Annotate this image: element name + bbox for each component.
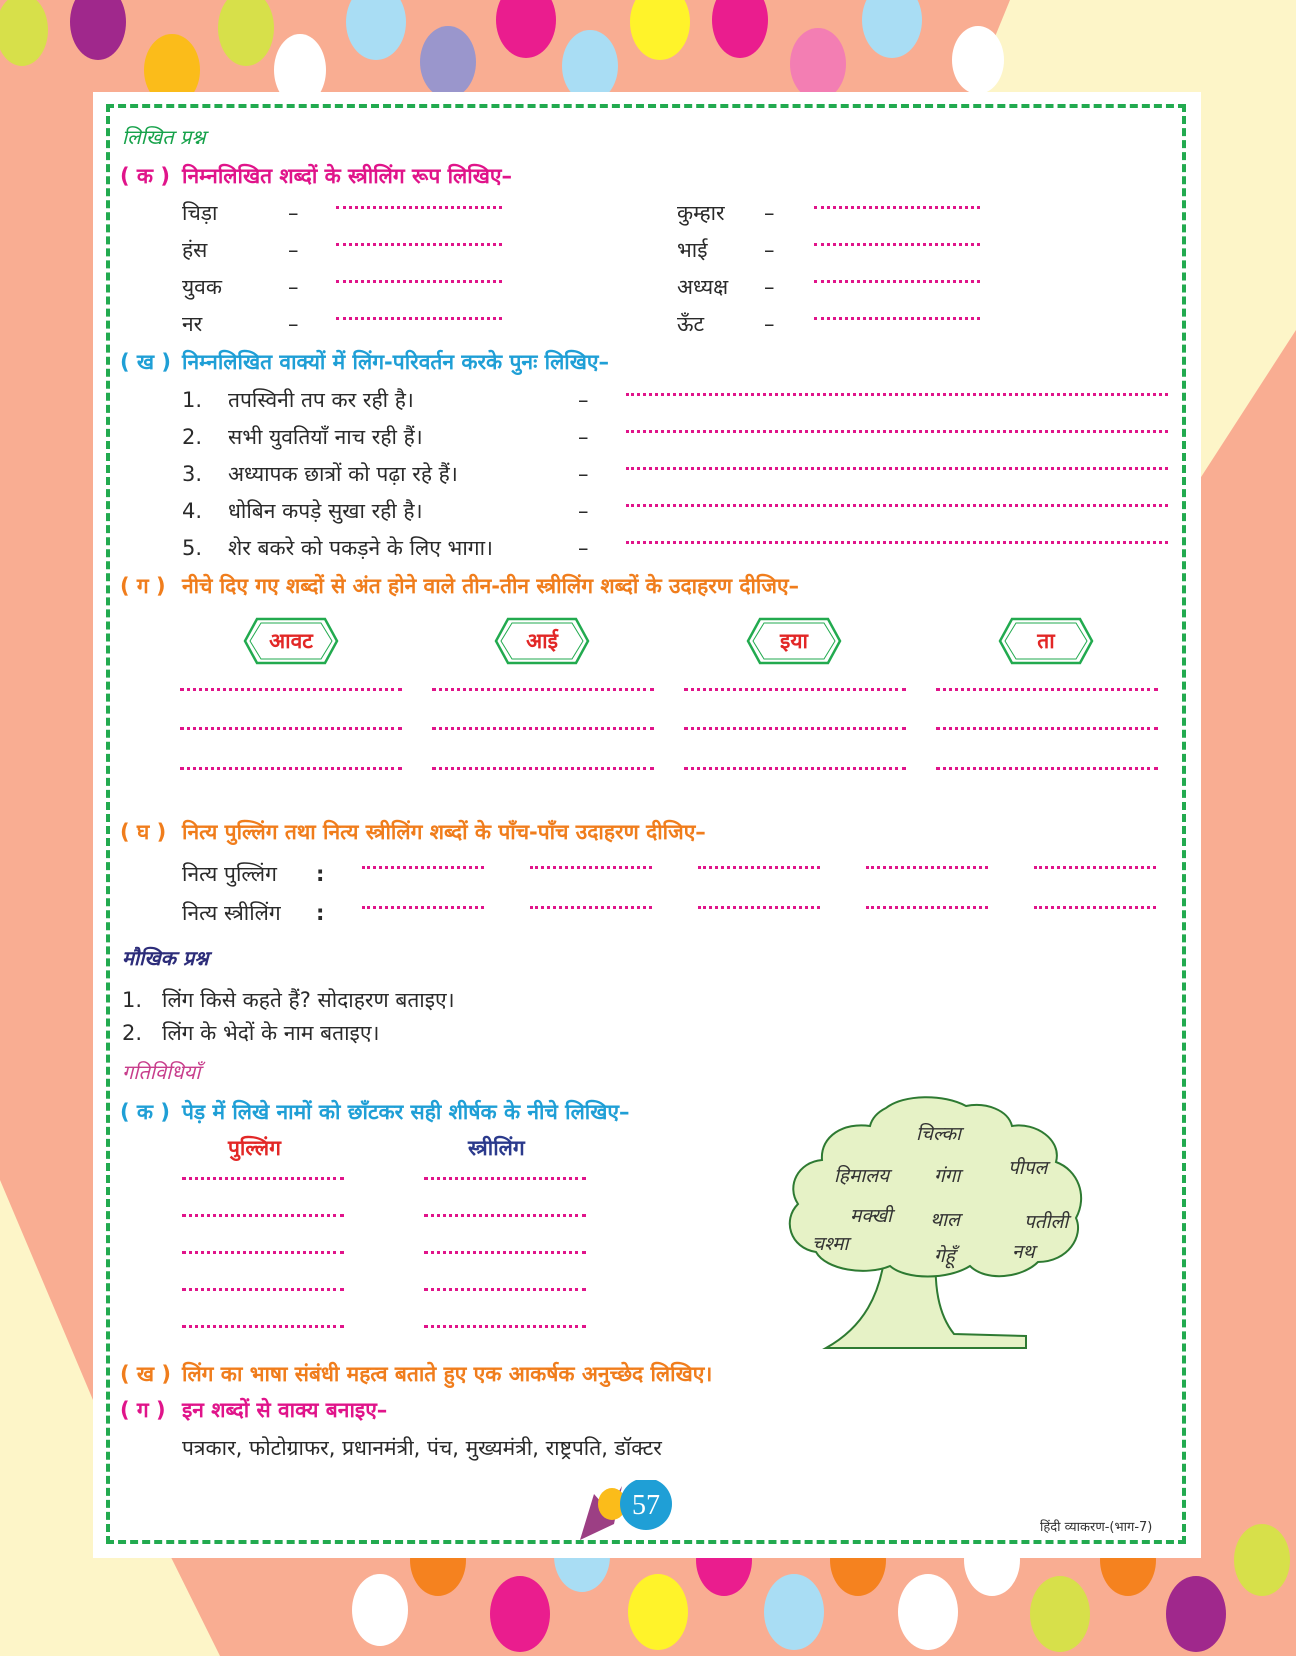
sentence-2: सभी युवतियाँ नाच रही हैं। [228, 425, 423, 449]
tree-word-4: पीपल [1008, 1157, 1048, 1179]
answer-line[interactable] [432, 727, 654, 730]
tree-word-8: चश्मा [812, 1233, 849, 1255]
word-right-1: कुम्हार [677, 201, 725, 225]
dash: – [288, 201, 299, 225]
dash: – [578, 462, 589, 486]
answer-line[interactable] [814, 280, 980, 283]
answer-line[interactable] [698, 866, 820, 869]
sentence-1: तपस्विनी तप कर रही है। [228, 388, 414, 412]
footer-book-title: हिंदी व्याकरण-(भाग-7) [1040, 1520, 1153, 1535]
word-left-2: हंस [182, 238, 208, 262]
answer-line[interactable] [936, 688, 1158, 691]
section-ga-title: नीचे दिए गए शब्दों से अंत होने वाले तीन-तीन स्त्रीलिंग शब्दों के उदाहरण दीजिए– [182, 574, 800, 598]
sentence-5: शेर बकरे को पकड़ने के लिए भागा। [228, 536, 493, 560]
section-kha-title: निम्नलिखित वाक्यों में लिंग-परिवर्तन करके पुनः लिखिए– [182, 350, 610, 374]
answer-line[interactable] [814, 317, 980, 320]
dash: – [578, 425, 589, 449]
word-left-3: युवक [182, 275, 222, 299]
suffix-1: आवट [269, 629, 313, 653]
answer-line[interactable] [182, 1214, 344, 1217]
answer-line[interactable] [362, 866, 484, 869]
dash: – [578, 499, 589, 523]
answer-line[interactable] [180, 727, 402, 730]
feminine-label: नित्य स्त्रीलिंग [182, 901, 281, 925]
sentence-num-3: 3. [182, 462, 203, 486]
section-gha-title: नित्य पुल्लिंग तथा नित्य स्त्रीलिंग शब्दों के पाँच-पाँच उदाहरण दीजिए– [182, 820, 706, 844]
suffix-badge-3 [746, 617, 842, 665]
activity-ga-label: ( ग ) [120, 1398, 166, 1422]
answer-line[interactable] [424, 1325, 586, 1328]
activity-ka-label: ( क ) [120, 1100, 170, 1124]
answer-line[interactable] [182, 1251, 344, 1254]
answer-line[interactable] [626, 467, 1168, 470]
colon: : [316, 862, 325, 886]
sentence-4: धोबिन कपड़े सुखा रही है। [228, 499, 423, 523]
dash: – [288, 275, 299, 299]
section-ka-title: निम्नलिखित शब्दों के स्त्रीलिंग रूप लिखिए– [182, 164, 512, 188]
answer-line[interactable] [182, 1177, 344, 1180]
answer-line[interactable] [626, 504, 1168, 507]
answer-line[interactable] [336, 206, 502, 209]
section-ga-label: ( ग ) [120, 574, 166, 598]
masculine-column-heading: पुल्लिंग [228, 1136, 281, 1160]
answer-line[interactable] [866, 906, 988, 909]
suffix-badge-2 [494, 617, 590, 665]
oral-question-2: लिंग के भेदों के नाम बताइए। [162, 1021, 380, 1045]
sentence-3: अध्यापक छात्रों को पढ़ा रहे हैं। [228, 462, 458, 486]
tree-word-9: गेहूँ [934, 1245, 955, 1267]
answer-line[interactable] [1034, 866, 1156, 869]
dash: – [288, 238, 299, 262]
answer-line[interactable] [1034, 906, 1156, 909]
tree-word-3: गंगा [934, 1165, 961, 1187]
suffix-badge-4 [998, 617, 1094, 665]
section-ka-label: ( क ) [120, 164, 170, 188]
answer-line[interactable] [432, 767, 654, 770]
answer-line[interactable] [530, 906, 652, 909]
answer-line[interactable] [530, 866, 652, 869]
answer-line[interactable] [182, 1288, 344, 1291]
tree-word-2: हिमालय [834, 1165, 890, 1187]
masculine-label: नित्य पुल्लिंग [182, 862, 277, 886]
answer-line[interactable] [698, 906, 820, 909]
dash: – [578, 388, 589, 412]
dash: – [288, 312, 299, 336]
tree-word-5: मक्खी [850, 1205, 893, 1227]
answer-line[interactable] [336, 280, 502, 283]
written-questions-heading: लिखित प्रश्न [122, 125, 206, 149]
answer-line[interactable] [336, 317, 502, 320]
activity-ka-title: पेड़ में लिखे नामों को छाँटकर सही शीर्षक के नीचे लिखिए– [182, 1100, 630, 1124]
word-left-4: नर [182, 312, 203, 336]
answer-line[interactable] [424, 1251, 586, 1254]
colon: : [316, 901, 325, 925]
answer-line[interactable] [814, 243, 980, 246]
sentence-num-5: 5. [182, 536, 203, 560]
word-right-4: ऊँट [677, 312, 705, 336]
dash: – [764, 312, 775, 336]
answer-line[interactable] [424, 1288, 586, 1291]
activity-kha-label: ( ख ) [120, 1362, 171, 1386]
section-gha-label: ( घ ) [120, 820, 167, 844]
page-number: 57 [632, 1490, 660, 1521]
tree-word-7: पतीली [1024, 1211, 1069, 1233]
answer-line[interactable] [336, 243, 502, 246]
answer-line[interactable] [684, 688, 906, 691]
activity-ga-title: इन शब्दों से वाक्य बनाइए– [182, 1398, 388, 1422]
answer-line[interactable] [626, 393, 1168, 396]
tree-word-1: चिल्का [916, 1123, 962, 1145]
answer-line[interactable] [180, 688, 402, 691]
sentence-num-4: 4. [182, 499, 203, 523]
oral-num-2: 2. [122, 1021, 143, 1045]
answer-line[interactable] [936, 767, 1158, 770]
dash: – [764, 201, 775, 225]
word-left-1: चिड़ा [182, 201, 218, 225]
activities-heading: गतिविधियाँ [122, 1060, 201, 1084]
activity-kha-title: लिंग का भाषा संबंधी महत्व बताते हुए एक आकर्षक अनुच्छेद लिखिए। [182, 1362, 713, 1386]
answer-line[interactable] [866, 866, 988, 869]
answer-line[interactable] [814, 206, 980, 209]
tree-word-6: थाल [930, 1209, 960, 1231]
oral-question-1: लिंग किसे कहते हैं? सोदाहरण बताइए। [162, 988, 455, 1012]
feminine-column-heading: स्त्रीलिंग [468, 1136, 525, 1160]
answer-line[interactable] [182, 1325, 344, 1328]
answer-line[interactable] [432, 688, 654, 691]
word-right-3: अध्यक्ष [677, 275, 729, 299]
suffix-2: आई [526, 629, 558, 653]
answer-line[interactable] [626, 541, 1168, 544]
dash: – [764, 275, 775, 299]
suffix-badge-1 [243, 617, 339, 665]
answer-line[interactable] [180, 767, 402, 770]
section-kha-label: ( ख ) [120, 350, 171, 374]
tree-word-10: नथ [1012, 1241, 1035, 1263]
suffix-4: ता [1037, 629, 1055, 653]
answer-line[interactable] [684, 767, 906, 770]
answer-line[interactable] [936, 727, 1158, 730]
suffix-3: इया [780, 629, 808, 653]
answer-line[interactable] [684, 727, 906, 730]
answer-line[interactable] [626, 430, 1168, 433]
dash: – [578, 536, 589, 560]
answer-line[interactable] [424, 1214, 586, 1217]
answer-line[interactable] [424, 1177, 586, 1180]
answer-line[interactable] [362, 906, 484, 909]
word-right-2: भाई [677, 238, 708, 262]
oral-questions-heading: मौखिक प्रश्न [122, 946, 209, 970]
sentence-num-2: 2. [182, 425, 203, 449]
activity-ga-words: पत्रकार, फोटोग्राफर, प्रधानमंत्री, पंच, मुख्यमंत्री, राष्ट्रपति, डॉक्टर [182, 1436, 662, 1460]
oral-num-1: 1. [122, 988, 143, 1012]
sentence-num-1: 1. [182, 388, 203, 412]
dash: – [764, 238, 775, 262]
